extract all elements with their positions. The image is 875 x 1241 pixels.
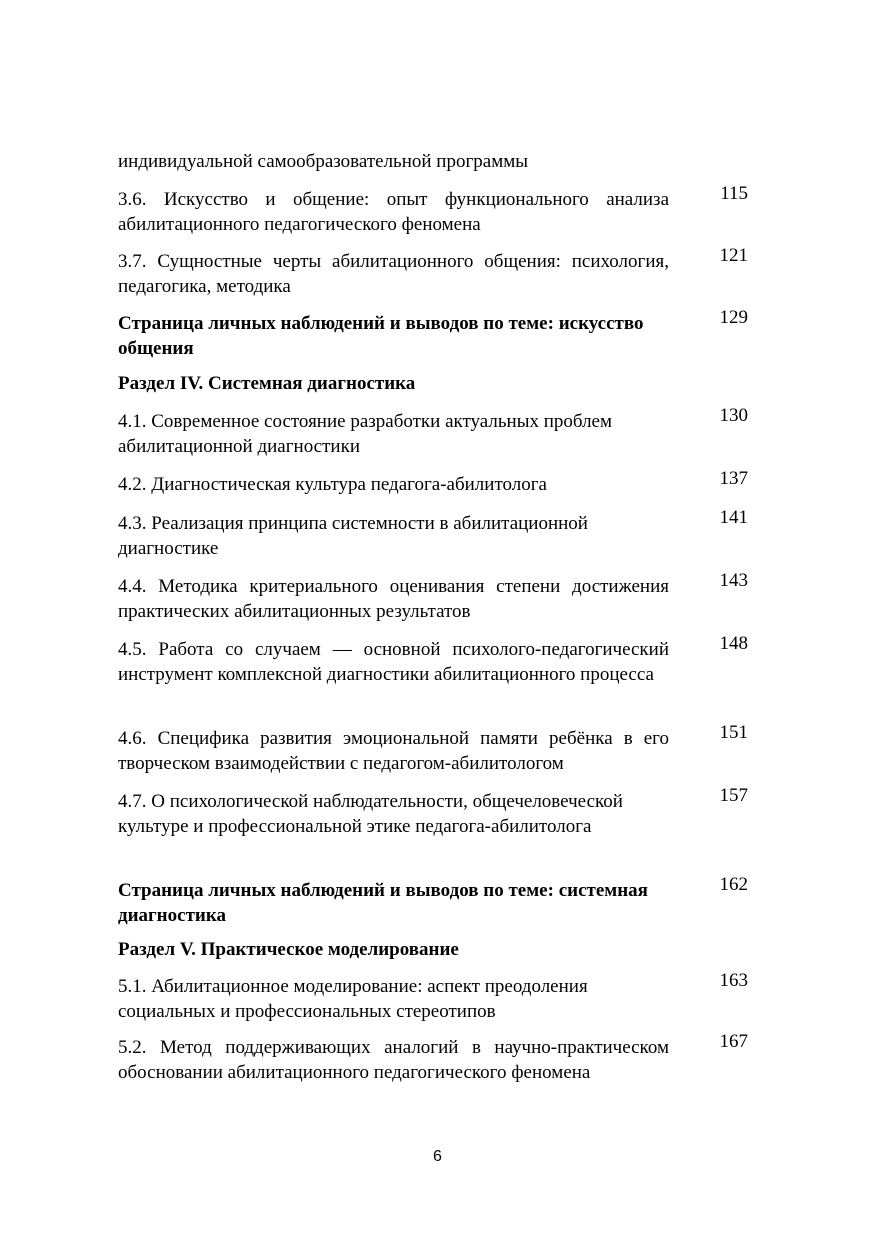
toc-entry-page: 151 bbox=[719, 722, 748, 743]
toc-entry-page: 137 bbox=[719, 468, 748, 489]
toc-entry-title: 4.3. Реализация принципа системности в абилитационной диагностике bbox=[118, 513, 588, 559]
toc-entry-page: 130 bbox=[719, 405, 748, 426]
toc-entry-page: 143 bbox=[719, 570, 748, 591]
toc-entry-page: 121 bbox=[719, 245, 748, 266]
toc-entry-page: 162 bbox=[719, 874, 748, 895]
toc-entry-title: 5.2. Метод поддерживающих аналогий в научно-практическом обосновании абилитационного педагогического феномена bbox=[118, 1037, 669, 1083]
toc-entry-page: 163 bbox=[719, 970, 748, 991]
toc-entry-page: 148 bbox=[719, 633, 748, 654]
section-heading-iv[interactable]: Раздел IV. Системная диагностика bbox=[118, 373, 416, 394]
toc-entry-title: 4.6. Специфика развития эмоциональной памяти ребёнка в его творческом взаимодействии с педагогом-абилитологом bbox=[118, 728, 669, 774]
section-heading-v[interactable]: Раздел V. Практическое моделирование bbox=[118, 939, 459, 960]
toc-entry-page: 167 bbox=[719, 1031, 748, 1052]
page-number: 6 bbox=[433, 1148, 442, 1165]
toc-entry-page: 115 bbox=[720, 183, 748, 204]
toc-entry-page: 141 bbox=[719, 507, 748, 528]
toc-entry-page: 129 bbox=[719, 307, 748, 328]
toc-entry-title: 4.2. Диагностическая культура педагога-абилитолога bbox=[118, 474, 547, 495]
toc-entry-title: 3.6. Искусство и общение: опыт функционального анализа абилитационного педагогического феномена bbox=[118, 189, 669, 235]
toc-entry-title: 5.1. Абилитационное моделирование: аспект преодоления социальных и профессиональных стереотипов bbox=[118, 976, 588, 1022]
toc-entry-title: 4.7. О психологической наблюдательности, общечеловеческой культуре и профессиональной этике педагога-абилитолога bbox=[118, 791, 623, 837]
toc-entry-title: Страница личных наблюдений и выводов по теме: системная диагностика bbox=[118, 880, 648, 926]
toc-entry-page: 157 bbox=[719, 785, 748, 806]
toc-continuation: индивидуальной самообразовательной программы bbox=[118, 151, 529, 172]
toc-entry-title: 4.4. Методика критериального оценивания степени достижения практических абилитационных результатов bbox=[118, 576, 669, 622]
toc-entry-title: 3.7. Сущностные черты абилитационного общения: психология, педагогика, методика bbox=[118, 251, 669, 297]
toc-entry-title: 4.5. Работа со случаем — основной психолого-педагогический инструмент комплексной диагностики абилитационного процесса bbox=[118, 639, 669, 685]
toc-entry-title: Страница личных наблюдений и выводов по теме: искусство общения bbox=[118, 313, 644, 359]
toc-entry-title: 4.1. Современное состояние разработки актуальных проблем абилитационной диагностики bbox=[118, 411, 613, 457]
